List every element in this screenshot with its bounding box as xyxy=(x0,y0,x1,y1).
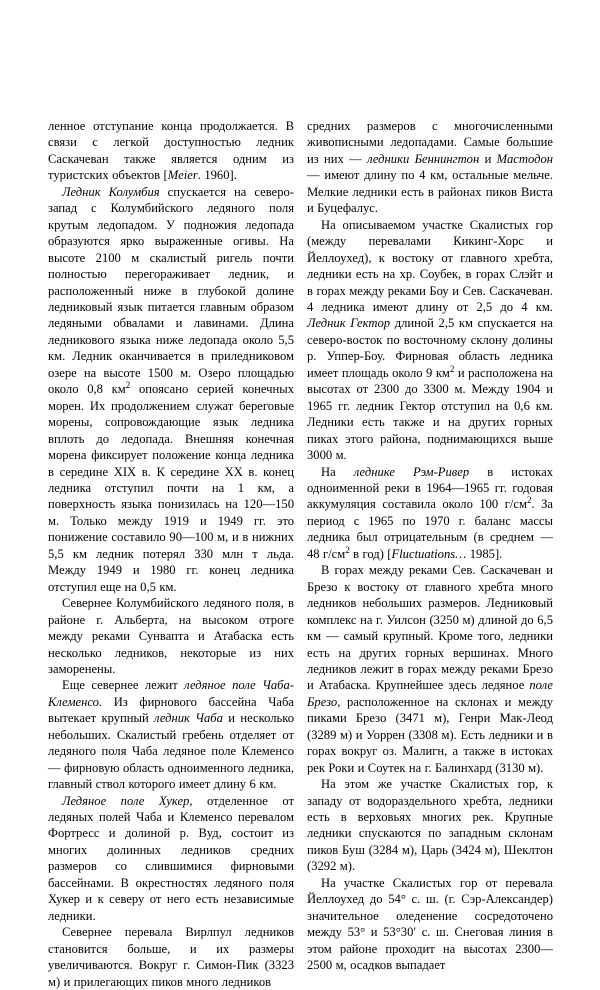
paragraph: Ледник Колумбия спускается на северо-запад с Колумбийского ледяного поля крутым ледопадом. У подножия ледопада образуются ярко выраженные огивы. На высоте 2100 м скалистый ригель почти полностью перегораживает ледник, и расположенный ниже в глубокой долине ледниковый язык питается главным образом ледяными обвалами и лавинами. Длина ледникового языка ниже ледопада около 5,5 км. Ледник оканчивается в приледниковом озере на высоте 1500 м. Озеро площадью около 0,8 $км^2$ опоясано серией конечных морен. Их продолжением служат береговые морены, сопровождающие язык ледника вплоть до ледопада. Внешняя конечная морена фиксирует положение конца ледника в середине XIX в. К середине XX в. конец ледника отступил почти на 1 км, а поверхность языка понизилась на 120—150 м. Только между 1919 и 1949 гг. это понижение составило 90—100 м, и в нижних 5,5 км ледник потерял 330 млн т льда. Между 1949 и 1980 гг. конец ледника отступил еще на 0,5 км. xyxy=(48,184,294,594)
paragraph: Еще севернее лежит ледяное поле Чаба-Клеменсо. Из фирнового бассейна Чаба вытекает крупный ледник Чаба и несколько небольших. Скалистый гребень отделяет от ледяного поля Чаба ледяное поле Клеменсо — фирновую область одноименного ледника, главный ствол которого имеет длину 6 км. xyxy=(48,678,294,792)
italic-term: Ледник Колумбия xyxy=(62,184,160,199)
italic-term: ледяное поле Чаба-Клеменсо xyxy=(48,678,294,709)
italic-term: Fluctuations… xyxy=(391,546,467,561)
italic-term: поле Брезо xyxy=(307,678,553,709)
paragraph: В горах между реками Сев. Саскачеван и Брезо к востоку от главного хребта много ледников небольших размеров. Ледниковый комплекс на г. Уилсон (3250 м) длиной до 6,5 км — самый крупный. Кроме того, ледники есть на других горных вершинах. Много ледников лежит в горах между реками Брезо и Атабаска. Крупнейшее здесь ледяное поле Брезо, расположенное на склонах и между пиками Брезо (3471 м), Генри Мак-Леод (3289 м) и Уоррен (3308 м). Есть ледники и в горах вокруг оз. Малигн, а также в истоках рек Роки и Соутек на г. Балинхард (3130 м). xyxy=(307,563,553,775)
italic-term: Мастодон xyxy=(496,151,553,166)
italic-term: леднике Рэм-Ривер xyxy=(353,464,470,479)
italic-term: Ледяное поле Хукер xyxy=(62,793,190,808)
paragraph: Ледяное поле Хукер, отделенное от ледяных полей Чаба и Клеменсо перевалом Фортресс и долиной р. Вуд, состоит из многих долинных ледников средних размеров со слившимися фирновыми бассейнами. В окрестностях ледяного поля Хукер и к северу от него есть независимые ледники. xyxy=(48,793,294,923)
italic-term: Meier xyxy=(167,168,198,183)
superscript-exponent: 2 xyxy=(345,544,350,555)
superscript-exponent: 2 xyxy=(125,380,131,391)
paragraph: На описываемом участке Скалистых гор (между перевалами Кикинг-Хорс и Йеллоухед), к востоку от главного хребта, ледники есть на хр. Соубек, в горах Слэйт и в горах между реками Боу и Сев. Саскачеван. 4 ледника имеют длину от 2,5 до 4 км. Ледник Гектор длиной 2,5 км спускается на северо-восток по восточному склону долины р. Уппер-Боу. Фирновая область ледника имеет площадь около 9 $км^2$ и расположена на высотах от 2300 до 3300 м. Между 1904 и 1965 гг. ледник Гектор отступил на 0,6 км. Ледники есть также и на других горных пиках этого района, поднимающихся выше 3000 м. xyxy=(307,217,553,463)
italic-term: ледники Беннингтон xyxy=(367,151,480,166)
paragraph: На этом же участке Скалистых гор, к западу от водораздельного хребта, ледники есть в верховьях многих рек. Крупные ледники спускаются по западным склонам пиков Буш (3284 м), Царь (3424 м), Шеклтон (3292 м). xyxy=(307,777,553,874)
left-column xyxy=(48,118,294,990)
paragraph: На участке Скалистых гор от перевала Йеллоухед до 54° с. ш. (г. Сэр-Александер) значительное оледенение сосредоточено между 53° и 53°30′ с. ш. Снеговая линия в этом районе проходит на высотах 2300—2500 м, осадков выпадает xyxy=(307,875,553,973)
superscript-exponent: 2 xyxy=(449,363,455,374)
right-column xyxy=(307,118,553,974)
paragraph: Севернее Колумбийского ледяного поля, в районе г. Альберта, на высоком отроге между реками Сунвапта и Атабаска есть несколько ледников, некоторые из них заморенены. xyxy=(48,596,294,676)
paragraph: Севернее перевала Вирлпул ледников становится больше, и их размеры увеличиваются. Вокруг г. Симон-Пик (3323 м) и прилегающих пиков много ледников xyxy=(48,925,294,989)
italic-term: ледник Чаба xyxy=(154,711,223,726)
paragraph: ленное отступание конца продолжается. В связи с легкой доступностью ледник Саскачеван также является одним из туристских объектов [Meier. 1960]. xyxy=(48,119,294,183)
italic-term: Ледник Гектор xyxy=(307,316,391,331)
paragraph: средних размеров с многочисленными живописными ледопадами. Самые большие из них — ледники Беннингтон и Мастодон — имеют длину по 4 км, остальные мельче. Мелкие ледники есть в районах пиков Виста и Буцефалус. xyxy=(307,119,553,216)
page-text-body xyxy=(48,118,553,989)
superscript-exponent: 2 xyxy=(526,495,532,506)
paragraph: На леднике Рэм-Ривер в истоках одноименной реки в 1964—1965 гг. годовая аккумуляция составила около 100 $г/см^2$. За период с 1965 по 1970 г. баланс массы ледника был отрицательным (в среднем — 48 $г/см^2$ в год) [Fluctuations… 1985]. xyxy=(307,464,553,561)
